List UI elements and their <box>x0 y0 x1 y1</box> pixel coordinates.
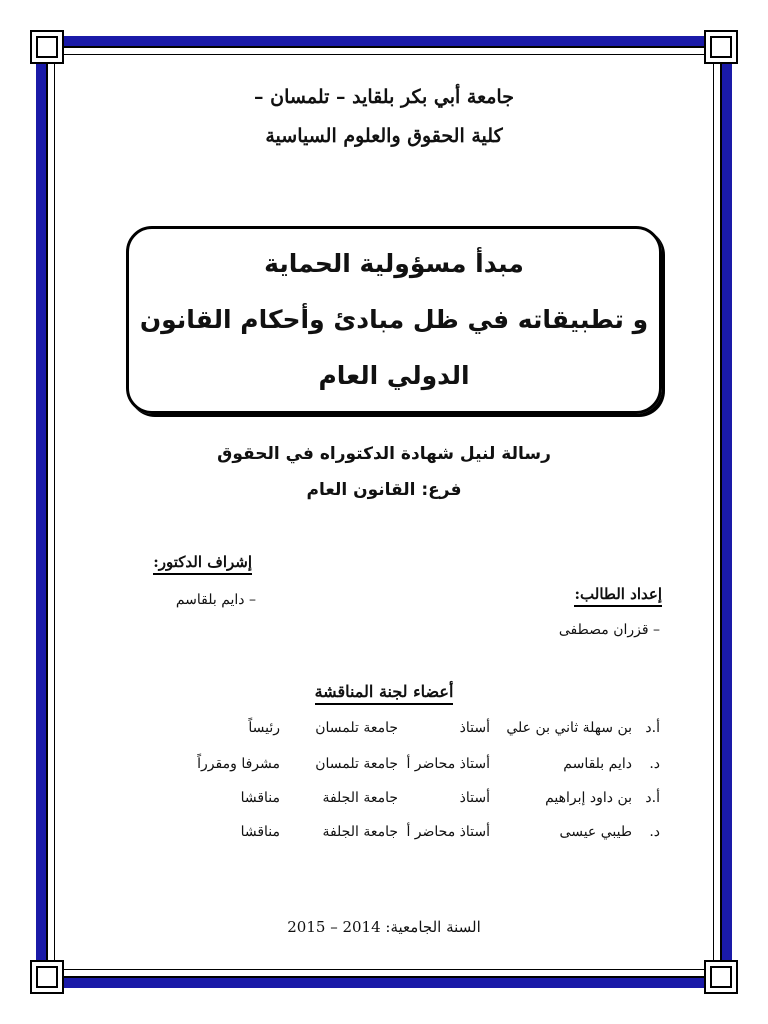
faculty-name: كلية الحقوق والعلوم السياسية <box>265 125 503 147</box>
committee-row <box>140 790 660 814</box>
thesis-title-line-3: الدولي العام <box>318 361 470 390</box>
member-role: مناقشا <box>240 824 280 840</box>
student-block <box>574 584 662 603</box>
committee-row <box>140 720 660 744</box>
member-rank: أستاذ محاضر أ <box>406 824 490 840</box>
member-role: مشرفا ومقرراً <box>197 756 280 772</box>
supervisor-heading: إشراف الدكتور: <box>153 553 252 575</box>
member-rank: أستاذ محاضر أ <box>406 756 490 772</box>
member-name: بن سهلة ثاني بن علي <box>506 720 632 736</box>
member-name: بن داود إبراهيم <box>545 790 632 806</box>
degree-label: رسالة لنيل شهادة الدكتوراه في الحقوق <box>217 444 551 464</box>
member-university: جامعة الجلفة <box>322 824 398 840</box>
member-name: دايم بلقاسم <box>563 756 632 772</box>
member-degree: أ.د <box>645 790 660 806</box>
committee-heading: أعضاء لجنة المناقشة <box>315 682 454 705</box>
degree-branch: فرع: القانون العام <box>306 480 462 500</box>
academic-year: السنة الجامعية: 2014 – 2015 <box>287 918 481 936</box>
member-university: جامعة تلمسان <box>315 720 398 736</box>
thesis-title-box <box>126 226 662 414</box>
member-rank: أستاذ <box>459 720 490 736</box>
committee-row <box>140 756 660 780</box>
member-role: مناقشا <box>240 790 280 806</box>
member-degree: د. <box>649 824 660 840</box>
corner-ornament-icon <box>704 960 738 994</box>
member-role: رئيساً <box>248 720 280 736</box>
corner-ornament-icon <box>30 960 64 994</box>
member-name: طيبي عيسى <box>559 824 632 840</box>
student-heading: إعداد الطالب: <box>574 585 662 607</box>
thesis-title-line-2: و تطبيقاته في ظل مبادئ وأحكام القانون <box>139 305 649 334</box>
member-university: جامعة الجلفة <box>322 790 398 806</box>
member-degree: د. <box>649 756 660 772</box>
member-degree: أ.د <box>645 720 660 736</box>
supervisor-name: – دايم بلقاسم <box>175 592 256 608</box>
thesis-title-line-1: مبدأ مسؤولية الحماية <box>264 249 524 278</box>
corner-ornament-icon <box>704 30 738 64</box>
member-university: جامعة تلمسان <box>315 756 398 772</box>
committee-row <box>140 824 660 848</box>
committee-heading-wrap <box>0 682 768 701</box>
corner-ornament-icon <box>30 30 64 64</box>
student-name: – قزران مصطفى <box>558 622 660 638</box>
university-name: جامعة أبي بكر بلقايد – تلمسان – <box>254 86 514 108</box>
member-rank: أستاذ <box>459 790 490 806</box>
supervisor-block <box>153 552 252 571</box>
